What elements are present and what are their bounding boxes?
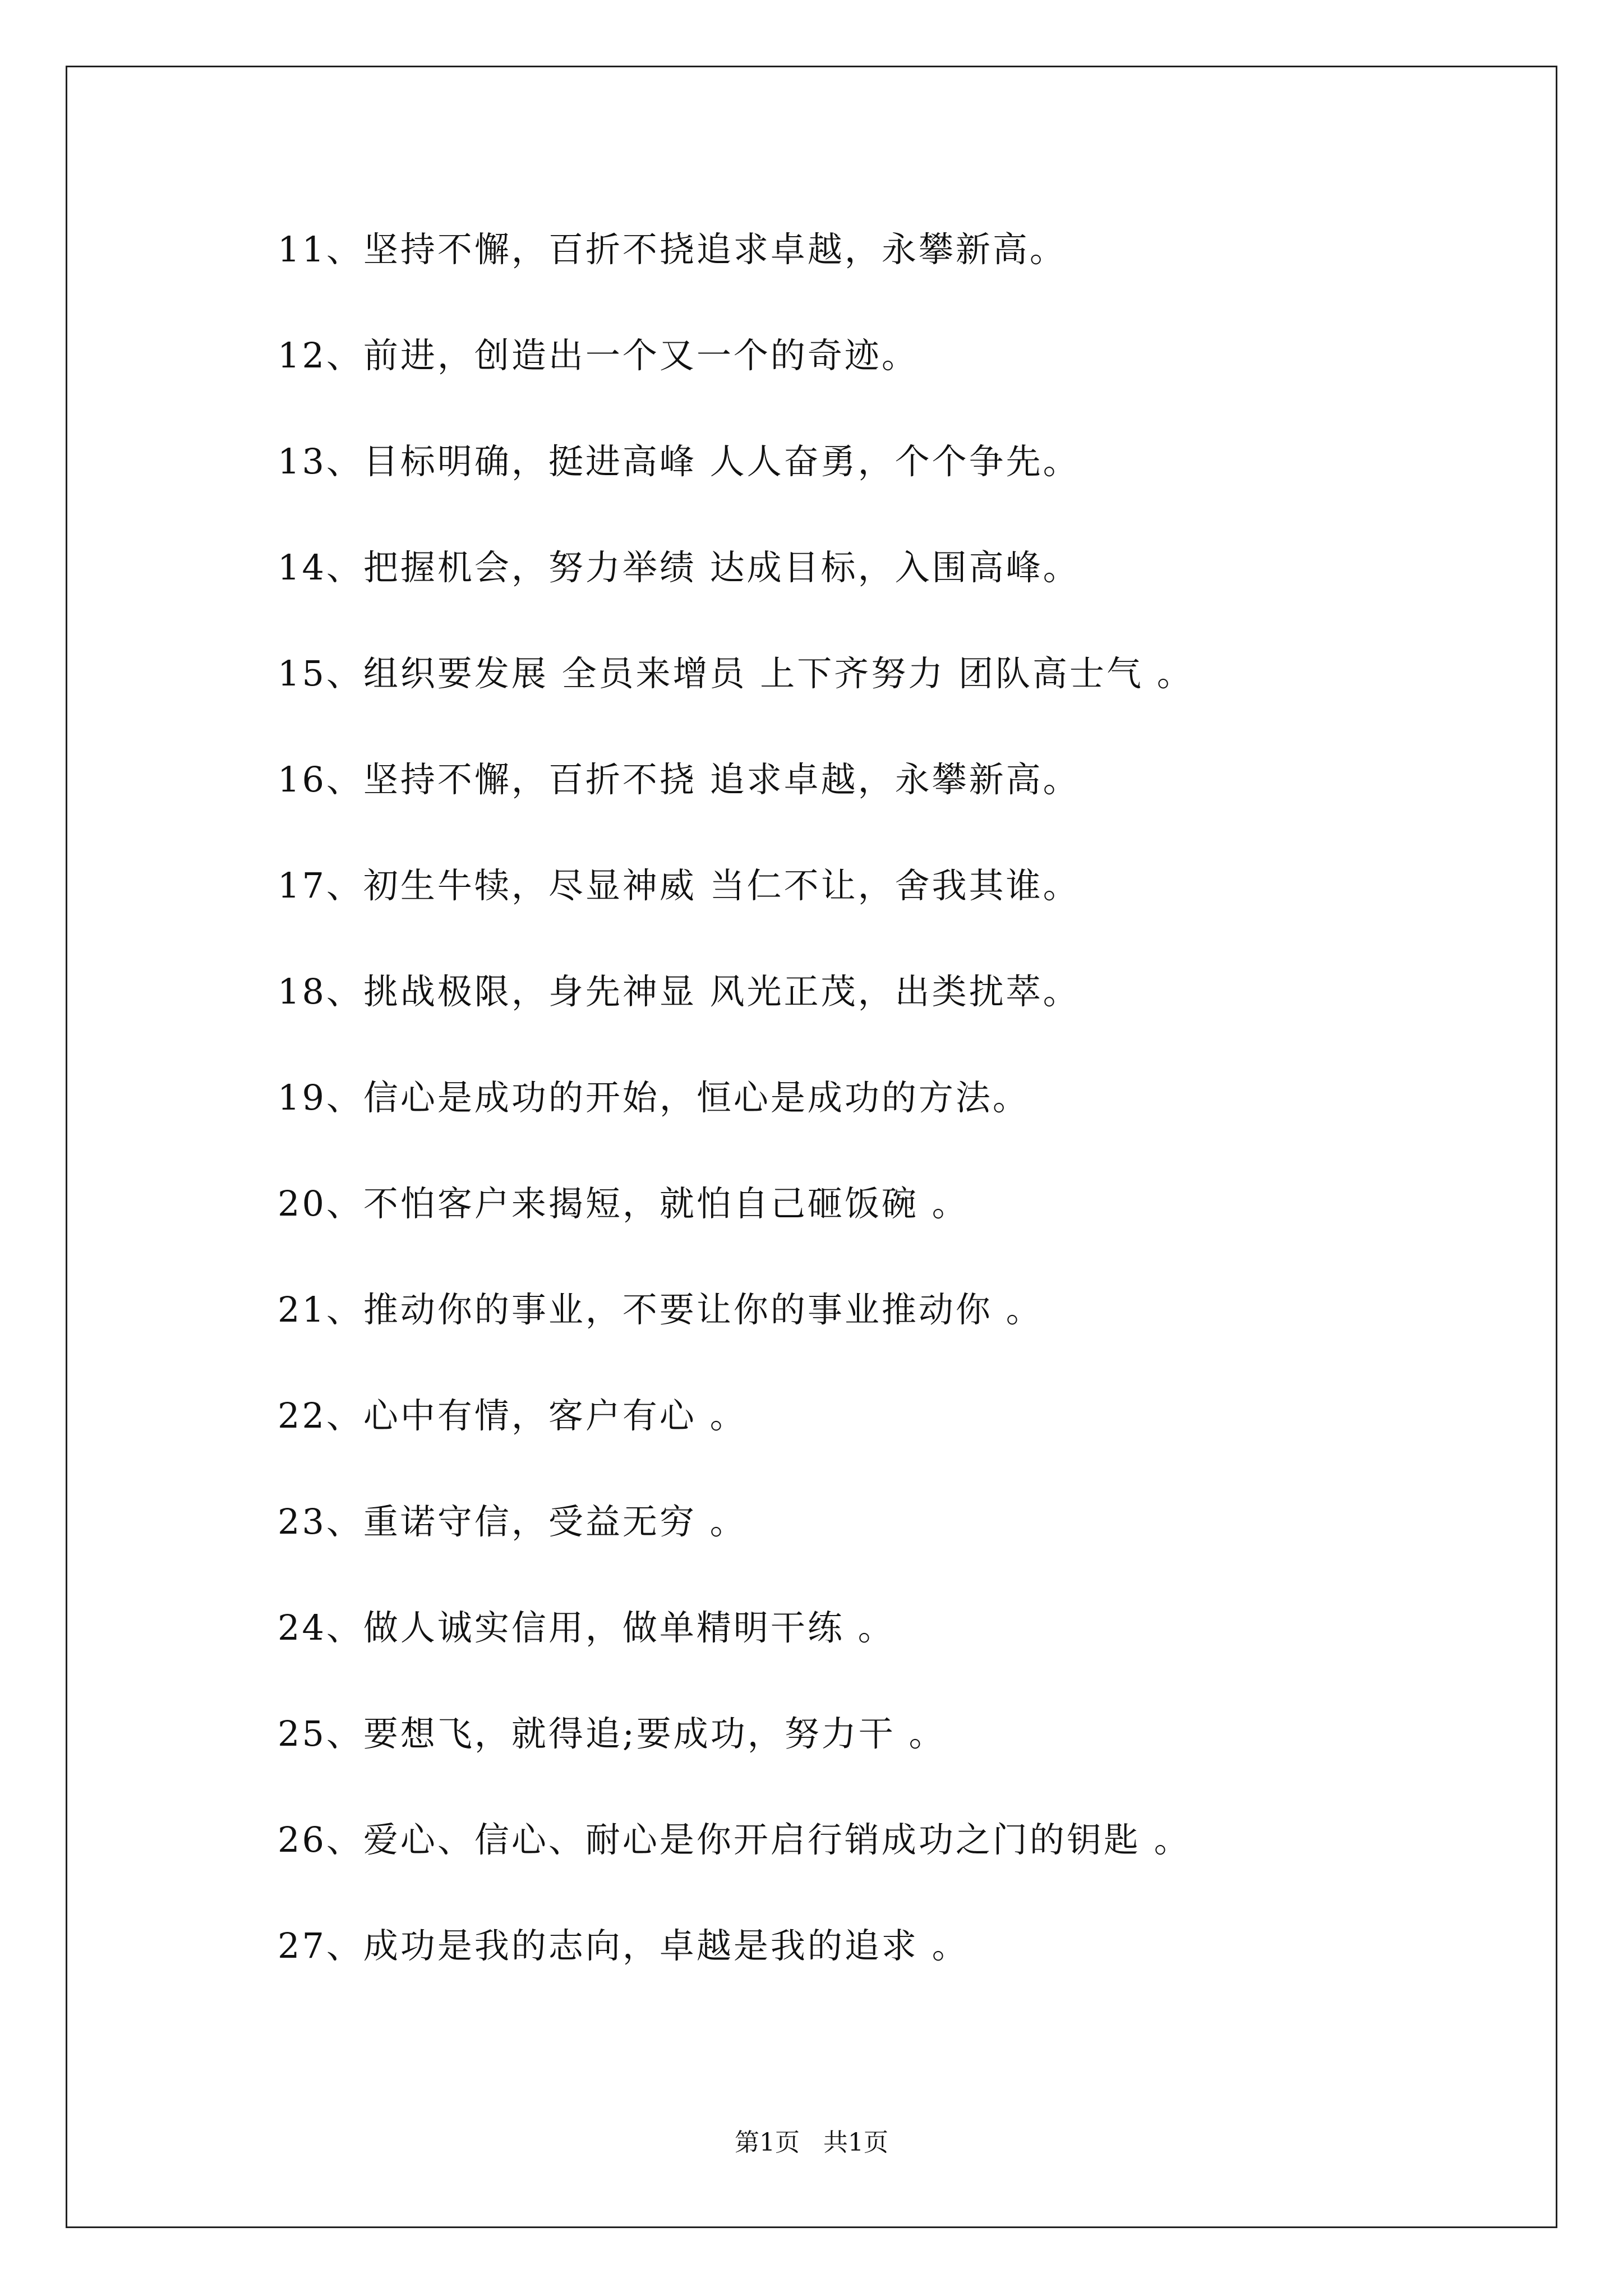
text-line-24: 24、做人诚实信用，做单精明干练 。 — [278, 1607, 895, 1648]
text-line-20: 20、不怕客户来揭短，就怕自己砸饭碗 。 — [278, 1183, 969, 1224]
text-line-13: 13、目标明确，挺进高峰 人人奋勇，个个争先。 — [278, 441, 1080, 482]
text-line-27: 27、成功是我的志向，卓越是我的追求 。 — [278, 1925, 969, 1966]
text-line-15: 15、组织要发展 全员来增员 上下齐努力 团队高士气 。 — [278, 653, 1194, 694]
text-line-19: 19、信心是成功的开始，恒心是成功的方法。 — [278, 1077, 1030, 1118]
text-line-25: 25、要想飞，就得追;要成功，努力干 。 — [278, 1713, 946, 1754]
page-number: 第1页 共1页 — [735, 2128, 888, 2157]
text-line-16: 16、坚持不懈，百折不挠 追求卓越，永攀新高。 — [278, 759, 1080, 800]
text-line-26: 26、爱心、信心、耐心是你开启行销成功之门的钥匙 。 — [278, 1819, 1191, 1860]
text-line-12: 12、前进，创造出一个又一个的奇迹。 — [278, 335, 919, 376]
text-line-21: 21、推动你的事业，不要让你的事业推动你 。 — [278, 1289, 1043, 1330]
text-line-23: 23、重诺守信，受益无穷 。 — [278, 1501, 747, 1542]
text-line-22: 22、心中有情，客户有心 。 — [278, 1395, 747, 1436]
text-line-17: 17、初生牛犊，尽显神威 当仁不让，舍我其谁。 — [278, 865, 1080, 906]
document-body — [278, 227, 1483, 2030]
text-line-11: 11、坚持不懈，百折不挠追求卓越，永攀新高。 — [278, 229, 1067, 270]
text-line-14: 14、把握机会，努力举绩 达成目标，入围高峰。 — [278, 547, 1080, 588]
text-line-18: 18、挑战极限，身先神显 风光正茂，出类扰萃。 — [278, 971, 1080, 1012]
